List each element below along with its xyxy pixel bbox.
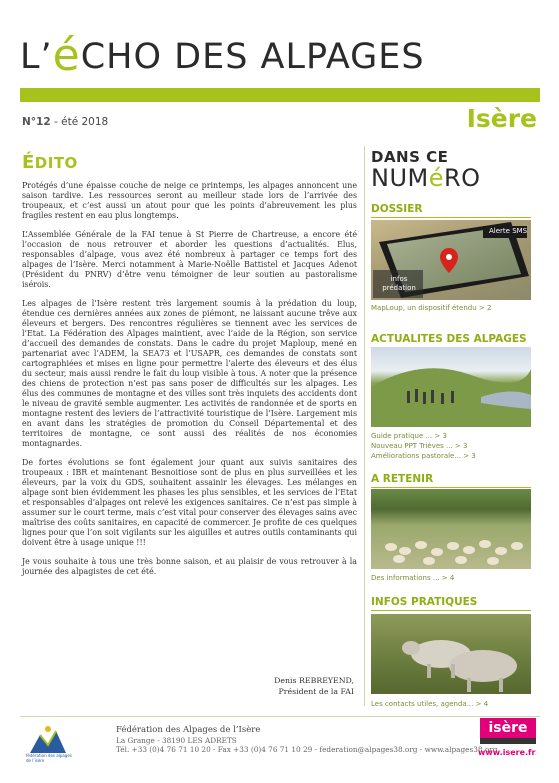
sidebar-title-line1: DANS CE: [371, 148, 449, 166]
actualites-link-text: Nouveau PPT Trièves ...: [371, 442, 453, 450]
column-divider: [364, 146, 365, 706]
fai-logo: [26, 723, 70, 765]
retenir-photo: [371, 489, 531, 569]
isere-url[interactable]: www.isere.fr: [478, 748, 536, 757]
sidebar-title-e: é: [428, 164, 444, 192]
actualites-link-page: > 3: [454, 442, 468, 450]
cattle-illustration: [371, 614, 531, 694]
edito-body: [22, 181, 357, 586]
masthead-prefix: L’: [20, 37, 53, 77]
edito-title-initial: É: [22, 152, 35, 173]
footer-contact: Tél. +33 (0)4 76 71 10 20 - Fax +33 (0)4 76 71 10 29 - federation@alpages38.org - www.alpages38.org: [116, 745, 498, 754]
actualites-link-1[interactable]: [371, 431, 447, 441]
masthead-accent-e: é: [52, 30, 81, 81]
retenir-link[interactable]: [371, 573, 454, 583]
section-retenir-heading: A RETENIR: [371, 473, 531, 488]
phone-info-text: infos prédation: [382, 275, 416, 292]
footer-address: La Grange - 38190 LES ADRETS: [116, 735, 237, 745]
signature-role: Président de la FAI: [278, 687, 354, 696]
footer-org: Fédération des Alpages de l’Isère: [116, 725, 261, 735]
infos-photo: [371, 614, 531, 694]
issue-season: - été 2018: [50, 116, 109, 128]
actualites-link-page: > 3: [463, 452, 476, 460]
edito-title: [22, 152, 78, 173]
edito-paragraph: Protégés d’une épaisse couche de neige ce printemps, les alpages annoncent une saison tardive. Les ressources seront au meilleur stade lors de l’arrivée des troupeaux, et c’est aussi un atout pour que les points d’abreuvement les plus fragiles restent en eau plus longtemps.: [22, 181, 357, 220]
signature-name: Denis REBREYEND,: [274, 676, 354, 685]
issue-line: [22, 116, 108, 128]
actualites-link-page: > 3: [434, 432, 447, 440]
sidebar-title-ro: RO: [444, 164, 481, 192]
edito-paragraph: Je vous souhaite à tous une très bonne saison, et au plaisir de vous retrouver à la journée des alpagistes de cet été.: [22, 557, 357, 576]
footer-text: [116, 725, 497, 755]
flock-illustration: [371, 489, 531, 569]
masthead-bar: [20, 88, 540, 102]
infos-link[interactable]: [371, 699, 488, 709]
isere-logo-bar: [480, 738, 536, 744]
sidebar-title-num: NUM: [371, 164, 429, 192]
dossier-phone-photo: [371, 220, 531, 300]
section-infos-heading: INFOS PRATIQUES: [371, 596, 531, 611]
section-actualites-heading: ACTUALITES DES ALPAGES: [371, 333, 531, 348]
edito-paragraph: L’Assemblée Générale de la FAI tenue à St Pierre de Chartreuse, a encore été l’occasion de nous retrouver et aborder les questions d’actualités. Elus, responsables d’alpage, vous avez été nombreux à partager ce temps fort des alpages de l’Isère. Merci notamment à Marie-Noëlle Battistel et Jacques Adenot (Président du PNRV) d’être venu témoigner de leur soutien au pastoralisme isérois.: [22, 230, 357, 289]
fai-logo-text-1: fédération des alpages: [26, 753, 72, 758]
landscape-illustration: [371, 347, 531, 427]
masthead-title: [20, 28, 540, 81]
edito-paragraph: Les alpages de l’Isère restent très largement soumis à la prédation du loup, étendue ces dernières années aux zones de piémont, ne laissant aucune trêve aux éleveurs et bergers. Des rencontres régulières se tiennent avec les services de l’Etat. La Fédération des Alpages maintient, avec l’aide de la Région, son service d’accueil des demandes de constats. Dans le cadre du projet Maploup, mené en partenariat avec l’ADEM, la SEA73 et l’USAPR, ces demandes de constats sont cartographiées et mises en ligne pour permettre l’alerte des éleveurs et des élus du secteur, mais aussi rendre le fait du loup visible à tous. A noter que la présence des chiens de protection n’est pas sans poser de difficultés sur les alpages. Les élus des communes de montagne et des villes sont très inquiets des accidents dont le niveau de gravité semble augmenter. Les activités de randonnée et de sports en montagne restent des leviers de l’attractivité touristique de l’Isère. Largement mis en avant dans les stratégies de promotion du Conseil Départemental et des territoires de montagne, ce sont aussi des réalités de nos économies montagnardes.: [22, 299, 357, 448]
region-label: Isère: [466, 104, 537, 133]
infos-link-text: Les contacts utiles, agenda...: [371, 700, 474, 708]
fai-logo-text: [26, 753, 86, 763]
footer-divider: [20, 716, 540, 717]
issue-number: N°12: [22, 116, 51, 128]
dossier-link-text: MapLoup, un dispositif étendu: [371, 304, 477, 312]
sidebar-title: [371, 148, 481, 192]
edito-title-rest: DITO: [34, 154, 78, 172]
dossier-link-page: > 2: [478, 304, 492, 312]
dossier-link[interactable]: [371, 303, 491, 313]
signature: [274, 675, 354, 697]
section-dossier-heading: DOSSIER: [371, 203, 531, 218]
actualites-photo: [371, 347, 531, 427]
actualites-link-2[interactable]: [371, 441, 467, 451]
retenir-link-text: Des informations ...: [371, 574, 440, 582]
phone-alert-text: Alerte SMS: [489, 227, 528, 235]
masthead-rest: CHO DES ALPAGES: [80, 37, 425, 77]
sidebar-title-line2: [371, 164, 481, 192]
edito-paragraph: De fortes évolutions se font également jour quant aux suivis sanitaires des troupeaux : IBR et maintenant Besnoitiose sont de plus en plus surveillées et les éleveurs, par la voix du GDS, souhaitent assainir les élevages. Les mélanges en alpage sont bien évidemment les phases les plus sensibles, et les services de l’Etat et responsables d’alpages ont relevé les exigences sanitaires. Ce n’est pas simple à assumer sur le court terme, mais c’est vital pour conserver des élevages sains avec maîtrise des coûts sanitaires, en capacité de commercer. Je profite de ces quelques lignes pour que l’on soit vigilants sur les aiguilles et autres outils contaminants qui doivent être à usage unique !!!: [22, 458, 357, 547]
isere-logo: isère: [480, 718, 536, 738]
actualites-link-3[interactable]: [371, 451, 476, 461]
retenir-link-page: > 4: [441, 574, 455, 582]
actualites-link-text: Améliorations pastorale...: [371, 452, 462, 460]
infos-link-page: > 4: [475, 700, 489, 708]
actualites-link-text: Guide pratique ...: [371, 432, 433, 440]
fai-logo-text-2: de l’isère: [26, 758, 45, 763]
